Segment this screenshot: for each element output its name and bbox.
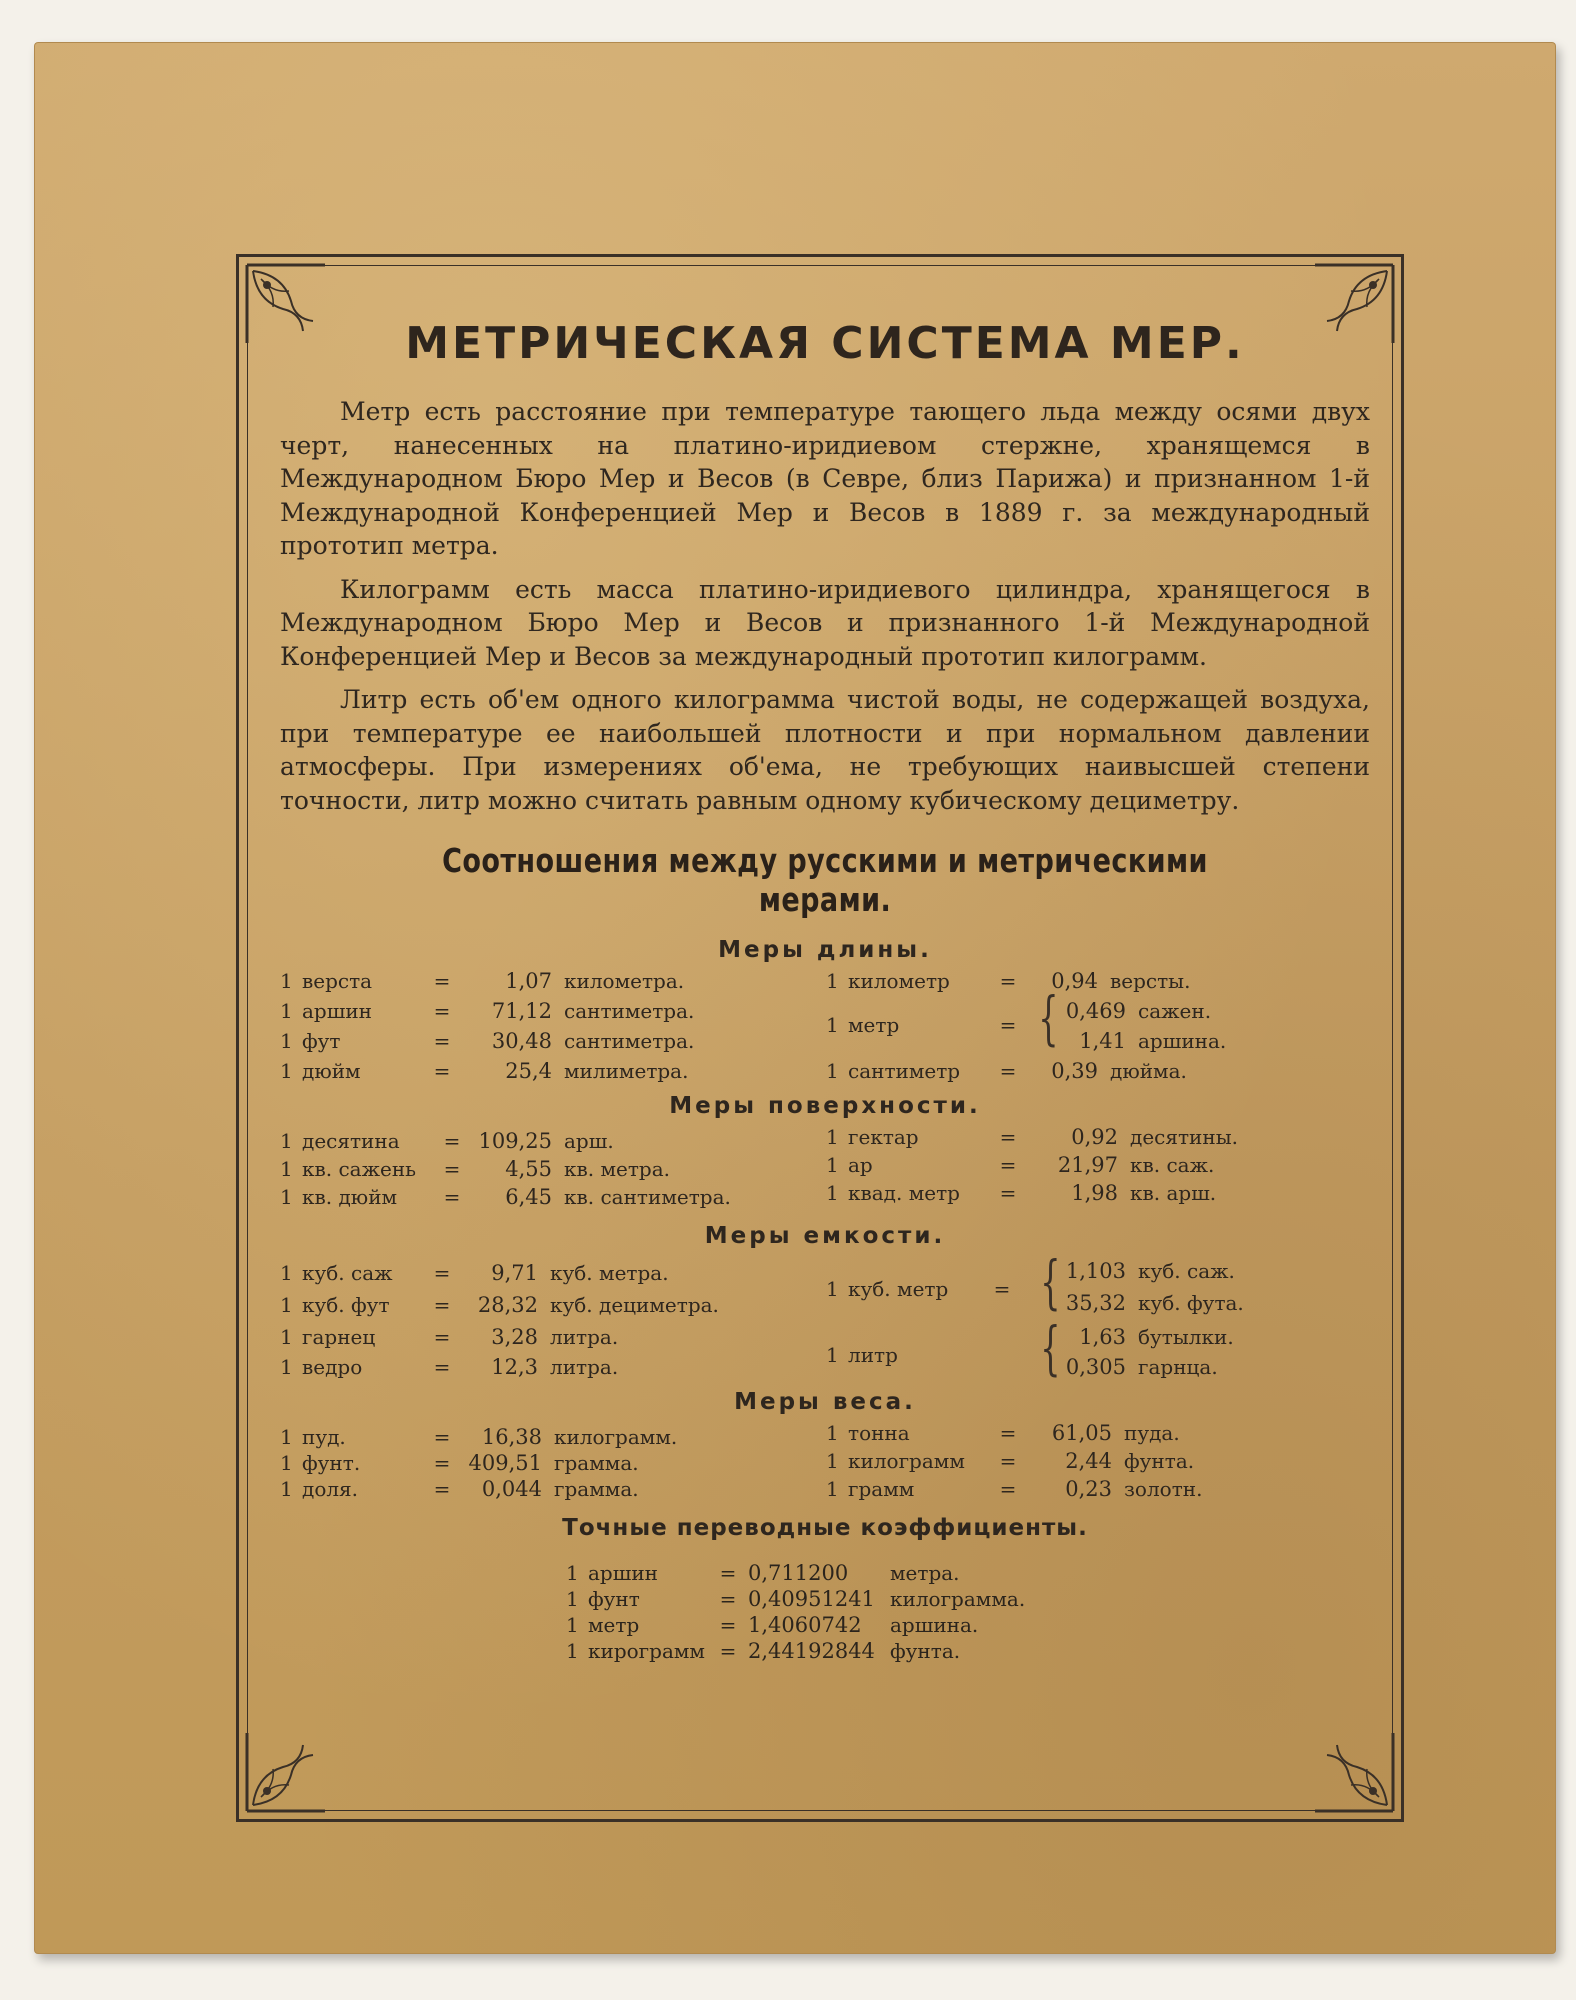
row-count: 1	[566, 1613, 579, 1637]
row-equals: =	[719, 1587, 737, 1611]
row-name: дюйм	[302, 1059, 361, 1083]
corner-ornament-icon	[243, 1729, 329, 1815]
row-name: ведро	[302, 1355, 363, 1379]
row-value: 0,469	[1065, 999, 1126, 1023]
table-row	[1056, 1257, 1235, 1285]
row-unit: дюйма.	[1110, 1059, 1187, 1083]
row-name: куб. саж	[302, 1261, 393, 1285]
row-value: 0,305	[1065, 1355, 1126, 1379]
row-equals: =	[999, 1449, 1017, 1473]
row-unit: куб. дециметра.	[550, 1293, 719, 1317]
row-name: метр	[588, 1613, 640, 1637]
table-row	[280, 1027, 694, 1055]
row-value: 6,45	[505, 1185, 552, 1209]
table-row	[826, 1275, 1022, 1303]
row-unit: десятины.	[1130, 1125, 1238, 1149]
table-row	[280, 997, 694, 1025]
row-unit: золотн.	[1124, 1477, 1203, 1501]
row-value: 61,05	[1051, 1421, 1112, 1445]
row-equals: =	[443, 1129, 461, 1153]
coefficients-heading: Точные переводные коэффициенты.	[562, 1515, 1088, 1541]
paragraph-kilogram: Килограмм есть масса платино-иридиевого цилиндра, хранящегося в Международном Бюро Мер и Весов и признанного 1-й Международной Конференцией Мер и Весов за международный прототип килограмм.	[280, 574, 1370, 671]
table-row	[280, 1449, 639, 1477]
row-equals: =	[999, 1125, 1017, 1149]
row-count: 1	[826, 1449, 839, 1473]
table-row	[826, 1419, 1180, 1447]
row-unit: версты.	[1110, 969, 1191, 993]
row-equals: =	[443, 1157, 461, 1181]
row-count: 1	[280, 1059, 293, 1083]
row-value: 0,39	[1051, 1059, 1098, 1083]
coefficients-table	[280, 1545, 1370, 1665]
row-value: 28,32	[477, 1293, 538, 1317]
row-name: доля.	[302, 1477, 359, 1501]
row-name: кирограмм	[588, 1639, 705, 1663]
row-value: 1,07	[505, 969, 552, 993]
relations-heading: Соотношения между русскими и метрическими мерами.	[442, 841, 1208, 919]
row-name: грамм	[848, 1477, 915, 1501]
row-count: 1	[566, 1639, 579, 1663]
row-equals: =	[433, 999, 451, 1023]
row-unit: милиметра.	[564, 1059, 689, 1083]
table-row	[826, 1011, 1028, 1039]
row-name: метр	[848, 1013, 900, 1037]
row-unit: литра.	[550, 1355, 619, 1379]
row-unit: бутылки.	[1138, 1325, 1234, 1349]
row-unit: сантиметра.	[564, 999, 695, 1023]
capacity-heading: Меры емкости.	[704, 1223, 946, 1249]
table-row	[566, 1637, 960, 1665]
row-value: 409,51	[468, 1451, 542, 1475]
row-value: 0,94	[1051, 969, 1098, 993]
brace-icon: {	[1038, 984, 1059, 1052]
row-unit: килограмм.	[554, 1425, 678, 1449]
row-count: 1	[280, 1451, 293, 1475]
row-name: аршин	[588, 1561, 658, 1585]
row-unit: фунта.	[890, 1639, 961, 1663]
row-equals: =	[433, 1355, 451, 1379]
row-name: кв. сажень	[302, 1157, 417, 1181]
weight-table	[280, 1419, 1370, 1507]
row-unit: кв. метра.	[564, 1157, 671, 1181]
row-unit: арш.	[564, 1129, 614, 1153]
row-value: 25,4	[505, 1059, 552, 1083]
capacity-table	[280, 1248, 1370, 1382]
row-count: 1	[280, 1261, 293, 1285]
row-unit: метра.	[890, 1561, 960, 1585]
surface-table	[280, 1123, 1370, 1215]
row-equals: =	[443, 1185, 461, 1209]
row-equals: =	[719, 1639, 737, 1663]
row-count: 1	[280, 969, 293, 993]
row-value: 1,41	[1079, 1029, 1126, 1053]
row-count: 1	[280, 1185, 293, 1209]
row-count: 1	[826, 1125, 839, 1149]
row-unit: аршина.	[1138, 1029, 1227, 1053]
row-unit: кв. арш.	[1130, 1181, 1217, 1205]
brace-icon: {	[1040, 1314, 1061, 1382]
length-table	[280, 967, 1370, 1085]
row-value: 2,44	[1065, 1449, 1112, 1473]
row-equals: =	[433, 1029, 451, 1053]
table-row	[826, 967, 1190, 995]
table-row	[826, 1447, 1194, 1475]
row-unit: куб. метра.	[550, 1261, 669, 1285]
row-name: куб. метр	[848, 1277, 949, 1301]
table-row	[280, 1183, 731, 1211]
row-name: километр	[848, 969, 950, 993]
row-unit: куб. саж.	[1138, 1259, 1235, 1283]
row-count: 1	[826, 1477, 839, 1501]
row-value: 16,38	[481, 1425, 542, 1449]
row-name: фут	[302, 1029, 341, 1053]
table-row	[826, 1475, 1202, 1503]
row-value: 0,23	[1065, 1477, 1112, 1501]
row-value: 9,71	[491, 1261, 538, 1285]
brace-icon: {	[1040, 1248, 1061, 1316]
row-unit: грамма.	[554, 1477, 639, 1501]
row-name: квад. метр	[848, 1181, 960, 1205]
row-count: 1	[826, 969, 839, 993]
table-row	[1056, 997, 1211, 1025]
row-value: 71,12	[491, 999, 552, 1023]
table-row	[826, 1341, 982, 1369]
row-unit: сантиметра.	[564, 1029, 695, 1053]
row-name: сантиметр	[848, 1059, 961, 1083]
table-row	[280, 1127, 614, 1155]
row-equals: =	[999, 1477, 1017, 1501]
row-unit: фунта.	[1124, 1449, 1195, 1473]
row-value: 3,28	[491, 1325, 538, 1349]
row-equals: =	[993, 1277, 1011, 1301]
row-value: 2,44192844	[748, 1639, 875, 1663]
row-name: ар	[848, 1153, 873, 1177]
table-row	[280, 967, 684, 995]
row-value: 1,103	[1065, 1259, 1126, 1283]
row-value: 30,48	[491, 1029, 552, 1053]
table-row	[280, 1155, 670, 1183]
table-row	[1056, 1027, 1226, 1055]
row-count: 1	[280, 1325, 293, 1349]
row-equals: =	[433, 1261, 451, 1285]
row-count: 1	[280, 1477, 293, 1501]
row-equals: =	[433, 1293, 451, 1317]
row-unit: кв. сантиметра.	[564, 1185, 731, 1209]
row-unit: гарнца.	[1138, 1355, 1218, 1379]
table-row	[280, 1423, 677, 1451]
row-value: 12,3	[491, 1355, 538, 1379]
row-value: 4,55	[505, 1157, 552, 1181]
table-row	[826, 1179, 1216, 1207]
page-content	[280, 318, 1370, 1665]
row-count: 1	[566, 1561, 579, 1585]
row-count: 1	[826, 1013, 839, 1037]
table-row	[826, 1123, 1238, 1151]
weight-heading: Меры веса.	[734, 1389, 916, 1415]
row-name: десятина	[302, 1129, 400, 1153]
row-unit: пуда.	[1124, 1421, 1180, 1445]
row-name: куб. фут	[302, 1293, 390, 1317]
row-name: гектар	[848, 1125, 919, 1149]
row-equals: =	[433, 1425, 451, 1449]
row-equals: =	[433, 969, 451, 993]
paragraph-litre: Литр есть об'ем одного килограмма чистой воды, не содержащей воздуха, при температуре ее наибольшей плотности и при нормальном давлении атмосферы. При измерениях об'ема, не требующих наивысшей степени точности, литр можно считать равным одному кубическому дециметру.	[280, 685, 1370, 815]
row-count: 1	[826, 1421, 839, 1445]
length-heading: Меры длины.	[718, 937, 932, 963]
row-equals: =	[999, 1181, 1017, 1205]
row-name: аршин	[302, 999, 372, 1023]
row-value: 0,711200	[748, 1561, 849, 1585]
row-name: кв. дюйм	[302, 1185, 398, 1209]
table-row	[1056, 1289, 1244, 1317]
paragraph-metre: Метр есть расстояние при температуре тающего льда между осями двух черт, нанесенных на платино-иридиевом стержне, хранящемся в Международном Бюро Мер и Весов (в Севре, близ Парижа) и признанном 1-й Международной Конференцией Мер и Весов в 1889 г. за международный прототип метра.	[280, 397, 1370, 560]
row-equals: =	[999, 1013, 1017, 1037]
table-row	[566, 1611, 978, 1639]
row-equals: =	[999, 1059, 1017, 1083]
row-unit: километра.	[564, 969, 685, 993]
row-name: фунт	[588, 1587, 640, 1611]
table-row	[1056, 1353, 1218, 1381]
table-row	[566, 1585, 1025, 1613]
row-unit: литра.	[550, 1325, 619, 1349]
surface-heading: Меры поверхности.	[669, 1093, 981, 1119]
row-count: 1	[280, 1293, 293, 1317]
table-row	[280, 1353, 618, 1381]
row-equals: =	[719, 1613, 737, 1637]
table-row	[280, 1057, 688, 1085]
row-count: 1	[280, 1129, 293, 1153]
row-name: пуд.	[302, 1425, 346, 1449]
row-count: 1	[826, 1343, 839, 1367]
row-count: 1	[826, 1059, 839, 1083]
page-title: МЕТРИЧЕСКАЯ СИСТЕМА МЕР.	[405, 318, 1245, 369]
row-count: 1	[280, 1029, 293, 1053]
row-unit: сажен.	[1138, 999, 1212, 1023]
row-unit: грамма.	[554, 1451, 639, 1475]
corner-ornament-icon	[1311, 1729, 1397, 1815]
row-value: 0,40951241	[748, 1587, 875, 1611]
row-name: гарнец	[302, 1325, 376, 1349]
row-value: 1,63	[1079, 1325, 1126, 1349]
table-row	[826, 1057, 1187, 1085]
row-value: 109,25	[478, 1129, 552, 1153]
row-unit: килограмма.	[890, 1587, 1026, 1611]
row-count: 1	[280, 1157, 293, 1181]
row-name: верста	[302, 969, 373, 993]
row-equals: =	[999, 1421, 1017, 1445]
row-equals: =	[433, 1325, 451, 1349]
row-count: 1	[280, 999, 293, 1023]
table-row	[566, 1559, 960, 1587]
table-row	[280, 1259, 669, 1287]
row-value: 21,97	[1057, 1153, 1118, 1177]
row-count: 1	[826, 1181, 839, 1205]
row-equals: =	[433, 1059, 451, 1083]
row-unit: куб. фута.	[1138, 1291, 1244, 1315]
row-count: 1	[566, 1587, 579, 1611]
row-count: 1	[280, 1425, 293, 1449]
row-value: 0,044	[481, 1477, 542, 1501]
row-name: литр	[848, 1343, 898, 1367]
row-value: 0,92	[1071, 1125, 1118, 1149]
row-equals: =	[999, 1153, 1017, 1177]
row-unit: кв. саж.	[1130, 1153, 1215, 1177]
row-value: 1,98	[1071, 1181, 1118, 1205]
table-row	[280, 1323, 618, 1351]
row-count: 1	[826, 1153, 839, 1177]
table-row	[280, 1291, 719, 1319]
row-equals: =	[433, 1477, 451, 1501]
row-value: 35,32	[1065, 1291, 1126, 1315]
row-value: 1,4060742	[748, 1613, 862, 1637]
row-count: 1	[280, 1355, 293, 1379]
row-count: 1	[826, 1277, 839, 1301]
row-unit: аршина.	[890, 1613, 979, 1637]
row-name: фунт.	[302, 1451, 361, 1475]
row-name: килограмм	[848, 1449, 965, 1473]
row-name: тонна	[848, 1421, 910, 1445]
table-row	[1056, 1323, 1234, 1351]
row-equals: =	[999, 969, 1017, 993]
row-equals: =	[433, 1451, 451, 1475]
table-row	[280, 1475, 639, 1503]
table-row	[826, 1151, 1214, 1179]
row-equals: =	[719, 1561, 737, 1585]
